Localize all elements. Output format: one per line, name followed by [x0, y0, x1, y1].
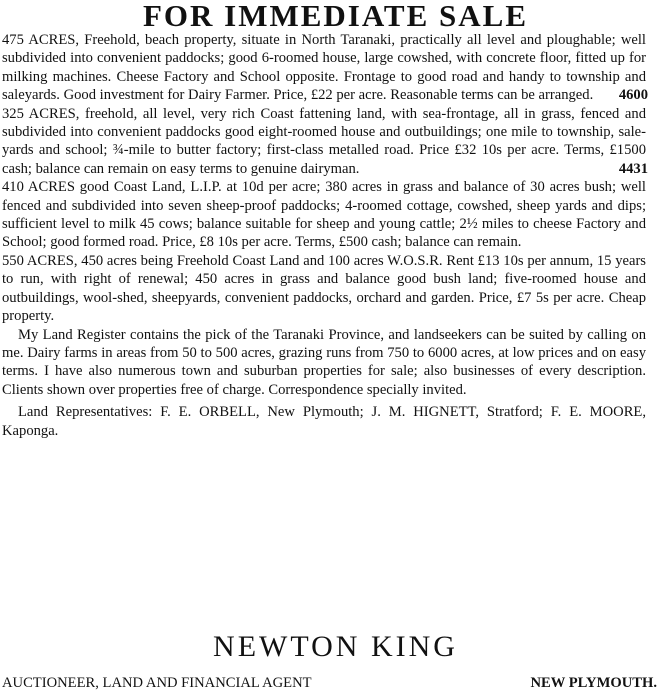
- town-text: NEW PLYMOUTH.: [530, 675, 657, 691]
- firm-name: NEWTON KING: [213, 630, 458, 663]
- listing-reference-number: 4600: [618, 87, 648, 104]
- listing-325-acres: [2, 105, 646, 179]
- listing-text: 475 ACRES, Freehold, beach property, situate in North Taranaki, practically all level and ploughable; well subdivided into convenient paddocks; good 6-roomed house, large cowshed, with concrete floor, fitted up for milking machines. Cheese Factory and School opposite. Frontage to good road and handy to township and saleyards. Good investment for Dairy Farmer. Price, £22 per acre. Reasonable terms can be arranged.: [2, 32, 646, 104]
- listing-text: 550 ACRES, 450 acres being Freehold Coast Land and 100 acres W.O.S.R. Rent £13 10s per annum, 15 years to run, with right of renewal; 450 acres in grass and balance good bush land; five-roomed house and outbuildings, wool-shed, sheepyards, convenient paddocks, orchard and garden. Price, £7 5s per acre. Cheap property.: [2, 252, 646, 325]
- listing-text: 410 ACRES good Coast Land, L.I.P. at 10d per acre; 380 acres in grass and balance of 30 acres bush; well fenced and subdivided into seven sheep-proof paddocks; 4-roomed cottage, cowshed, sheep yards and dips; sufficient level to milk 45 cows; balance suitable for sheep and young cattle; 2½ miles to cheese Factory and School; good formed road. Price, £8 10s per acre. Terms, £500 cash; balance can remain.: [2, 179, 646, 251]
- listing-text: 325 ACRES, freehold, all level, very rich Coast fattening land, with sea-frontage, all in grass, fenced and subdivided into convenient paddocks good eight-roomed house and outbuildings; one mile to township, sale-yards and school; ¾-mile to butter factory; first-class metalled road. Price £32 10s per acre. Terms, £1500 cash; balance can remain on easy terms to genuine dairyman.: [2, 105, 646, 177]
- advertisement-heading: FOR IMMEDIATE SALE: [142, 0, 529, 33]
- listing-475-acres: [2, 31, 646, 105]
- listing-410-acres: [2, 178, 646, 252]
- land-register-paragraph: My Land Register contains the pick of the Taranaki Province, and landseekers can be suited by calling on me. Dairy farms in areas from 50 to 500 acres, grazing runs from 750 to 6000 acres, at low prices and on easy terms. I have also numerous town and suburban properties for sale; also businesses of every description. Clients shown over properties free of charge. Correspondence specially invited.: [2, 326, 646, 398]
- advertisement-body: [2, 31, 646, 440]
- listing-reference-number: 4431: [618, 160, 648, 177]
- land-representatives: Land Representatives: F. E. ORBELL, New Plymouth; J. M. HIGNETT, Stratford; F. E. MOORE, Kaponga.: [2, 404, 646, 439]
- listing-550-acres: [2, 252, 646, 326]
- footer-line: [2, 673, 657, 693]
- occupation-text: AUCTIONEER, LAND AND FINANCIAL AGENT: [2, 675, 312, 691]
